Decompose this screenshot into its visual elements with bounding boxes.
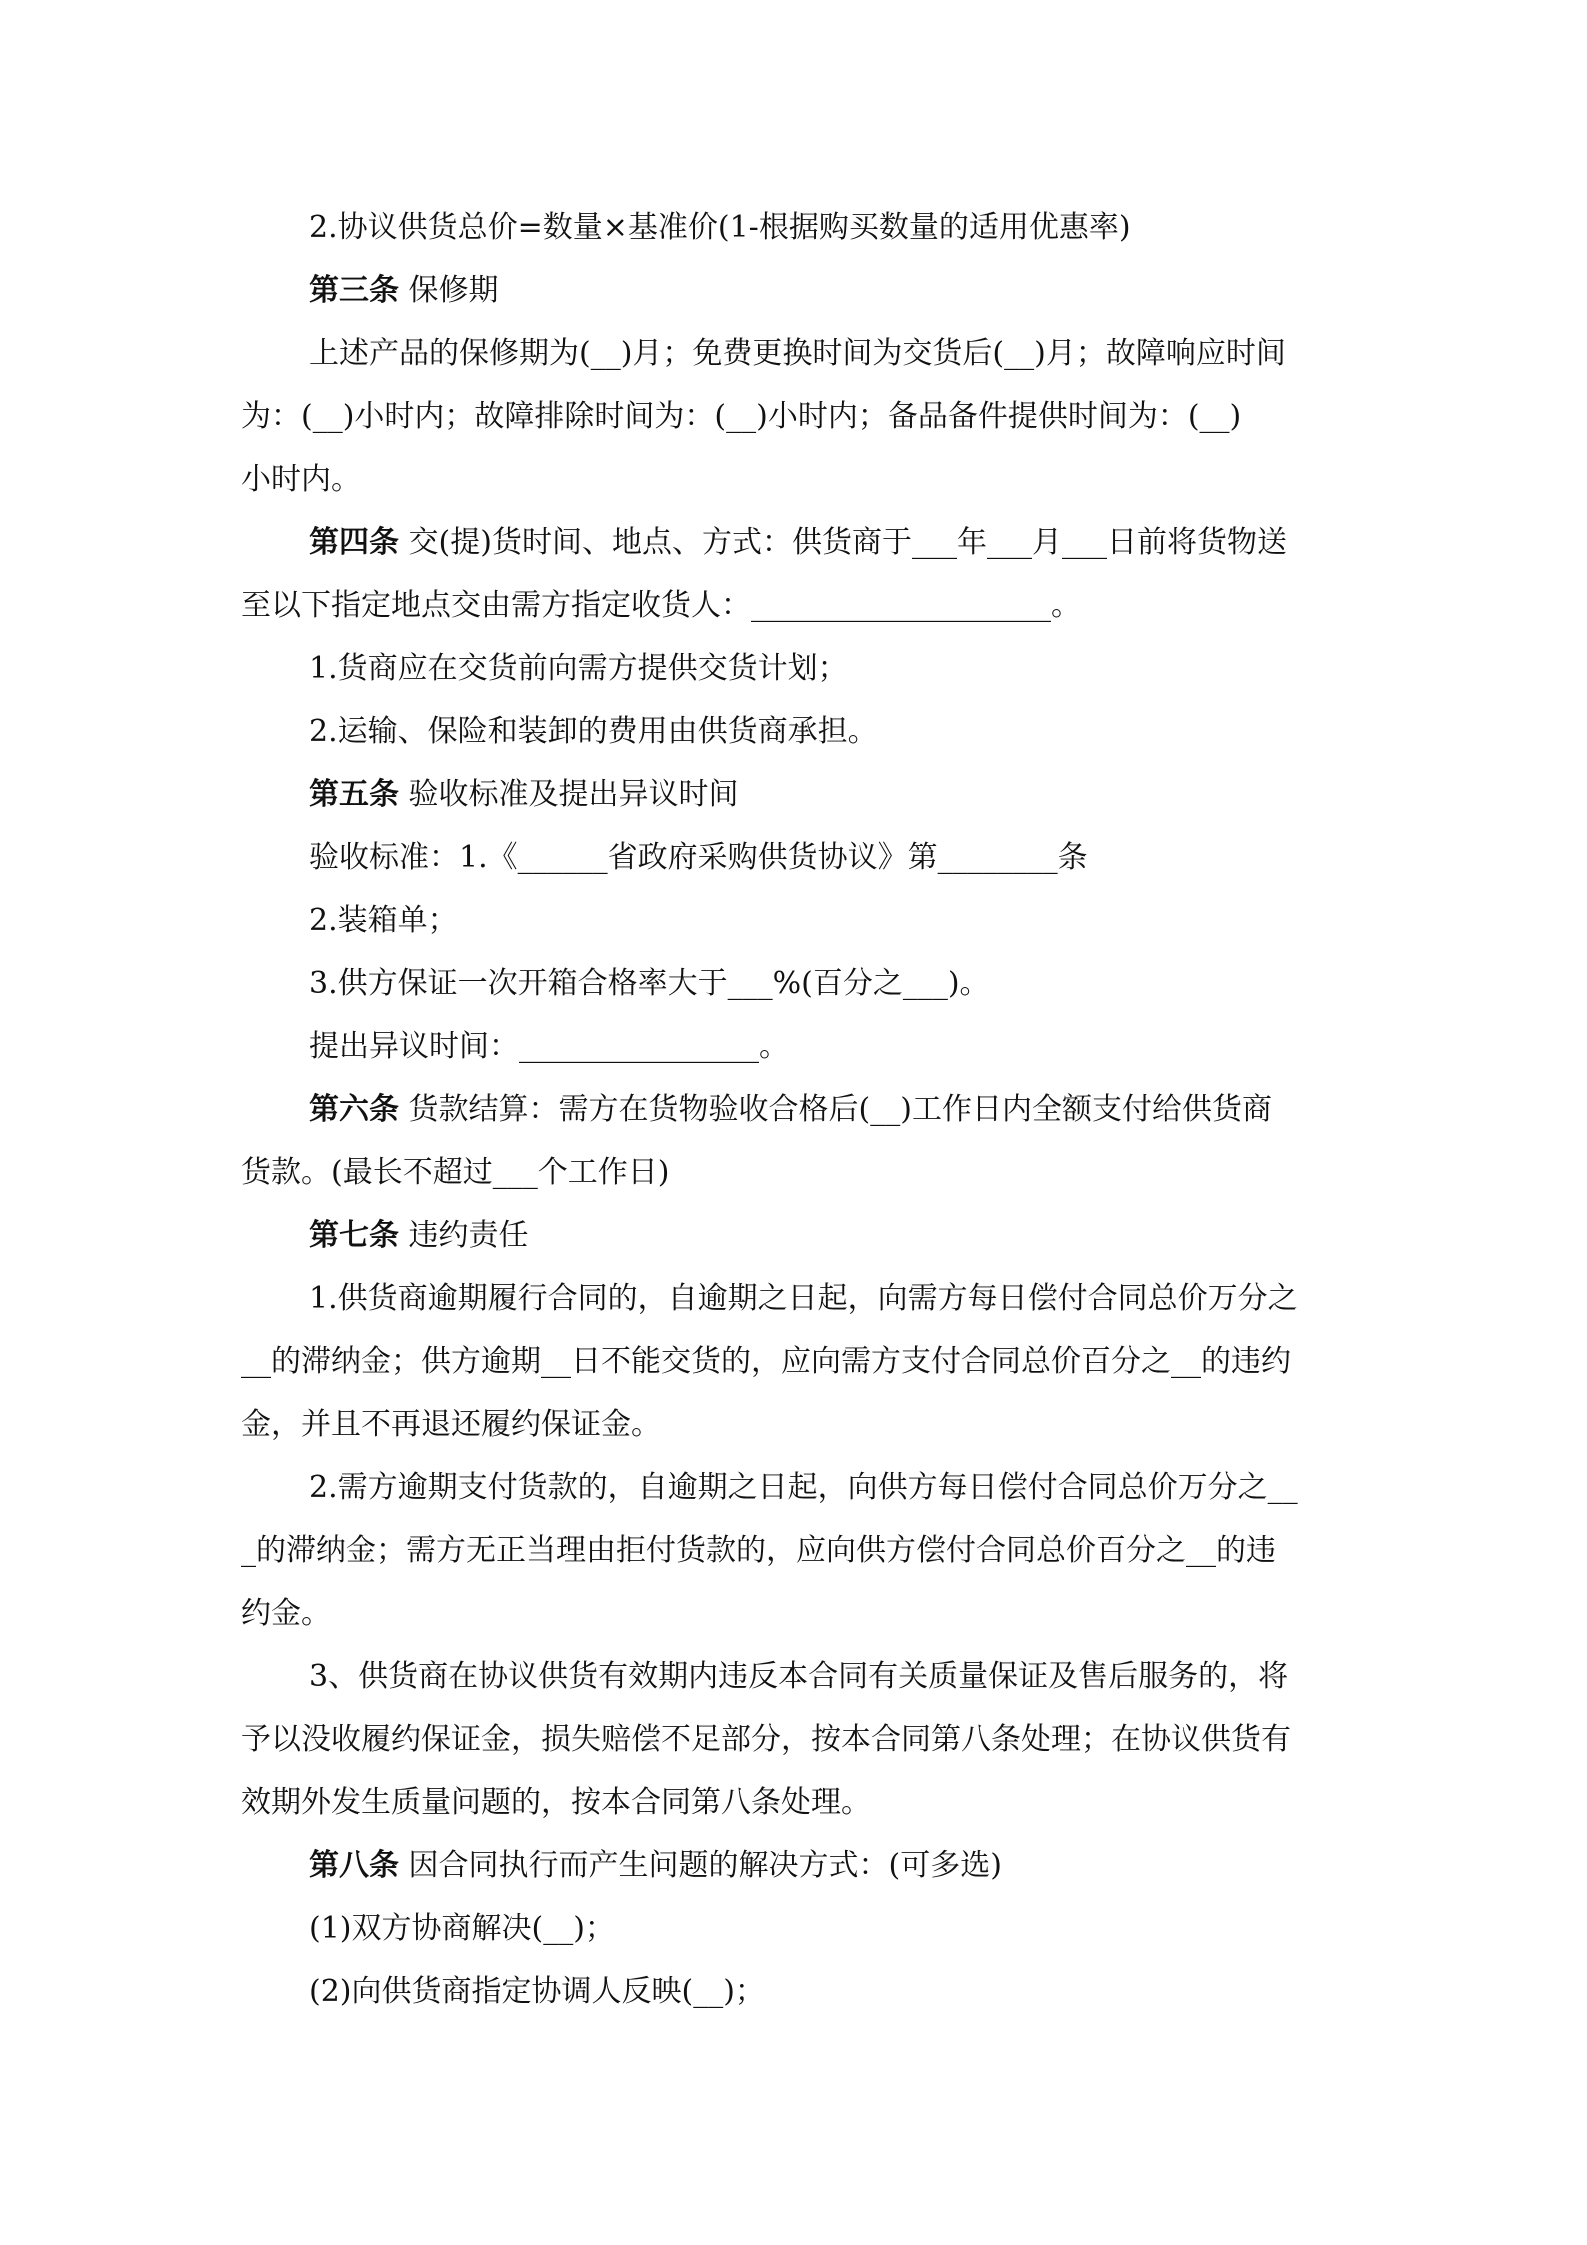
line-text: 约金。 [241,1596,331,1631]
line-text: 验收标准及提出异议时间 [399,777,739,812]
document-line [241,1960,1346,2023]
line-text: 1.货商应在交货前向需方提供交货计划； [309,651,848,686]
line-text: 2.装箱单； [309,903,458,938]
line-text: 2.协议供货总价=数量×基准价(1-根据购买数量的适用优惠率) [309,210,1131,245]
document-line [241,1267,1346,1330]
line-text: 金，并且不再退还履约保证金。 [241,1407,661,1442]
document-line [241,322,1346,385]
line-text: 验收标准：1.《______省政府采购供货协议》第________条 [309,840,1088,875]
document-line [241,1834,1346,1897]
line-text: 3、供货商在协议供货有效期内违反本合同有关质量保证及售后服务的，将 [309,1659,1289,1694]
document-line [241,952,1346,1015]
line-text: 效期外发生质量问题的，按本合同第八条处理。 [241,1785,871,1820]
line-text: 保修期 [399,273,499,308]
document-line [241,637,1346,700]
document-line [241,196,1346,259]
document-line [241,1456,1346,1519]
article-heading: 第三条 [309,273,399,308]
document-line [241,385,1346,448]
line-text: 因合同执行而产生问题的解决方式：(可多选) [399,1848,1002,1883]
document-line [241,1078,1346,1141]
document-line [241,1582,1346,1645]
line-text: _的滞纳金；需方无正当理由拒付货款的，应向供方偿付合同总价百分之__的违 [241,1533,1276,1568]
document-line [241,1015,1346,1078]
line-text: 为：(__)小时内；故障排除时间为：(__)小时内；备品备件提供时间为：(__) [241,399,1242,434]
document-line [241,448,1346,511]
document-line [241,1393,1346,1456]
line-text: 予以没收履约保证金，损失赔偿不足部分，按本合同第八条处理；在协议供货有 [241,1722,1291,1757]
document-line [241,1519,1346,1582]
document-line [241,889,1346,952]
document-line [241,1645,1346,1708]
line-text: __的滞纳金；供方逾期__日不能交货的，应向需方支付合同总价百分之__的违约 [241,1344,1291,1379]
document-line [241,511,1346,574]
article-heading: 第八条 [309,1848,399,1883]
line-text: 小时内。 [241,462,361,497]
document-body [241,196,1346,2023]
document-line [241,826,1346,889]
document-line [241,763,1346,826]
line-text: 2.需方逾期支付货款的，自逾期之日起，向供方每日偿付合同总价万分之__ [309,1470,1298,1505]
document-line [241,1330,1346,1393]
document-line [241,1708,1346,1771]
document-line [241,259,1346,322]
article-heading: 第七条 [309,1218,399,1253]
line-text: 交(提)货时间、地点、方式：供货商于___年___月___日前将货物送 [399,525,1287,560]
line-text: 至以下指定地点交由需方指定收货人：____________________。 [241,588,1081,623]
line-text: (1)双方协商解决(__)； [309,1911,615,1946]
line-text: 上述产品的保修期为(__)月；免费更换时间为交货后(__)月；故障响应时间 [309,336,1286,371]
line-text: 2.运输、保险和装卸的费用由供货商承担。 [309,714,878,749]
document-line [241,1771,1346,1834]
article-heading: 第四条 [309,525,399,560]
document-line [241,1897,1346,1960]
line-text: 3.供方保证一次开箱合格率大于___%(百分之___)。 [309,966,990,1001]
line-text: 违约责任 [399,1218,529,1253]
document-line [241,700,1346,763]
line-text: 货款结算：需方在货物验收合格后(__)工作日内全额支付给供货商 [399,1092,1272,1127]
document-line [241,574,1346,637]
line-text: 提出异议时间：________________。 [309,1029,789,1064]
line-text: 1.供货商逾期履行合同的，自逾期之日起，向需方每日偿付合同总价万分之 [309,1281,1298,1316]
line-text: 货款。(最长不超过___个工作日) [241,1155,670,1190]
article-heading: 第五条 [309,777,399,812]
line-text: (2)向供货商指定协调人反映(__)； [309,1974,765,2009]
article-heading: 第六条 [309,1092,399,1127]
document-line [241,1141,1346,1204]
document-line [241,1204,1346,1267]
